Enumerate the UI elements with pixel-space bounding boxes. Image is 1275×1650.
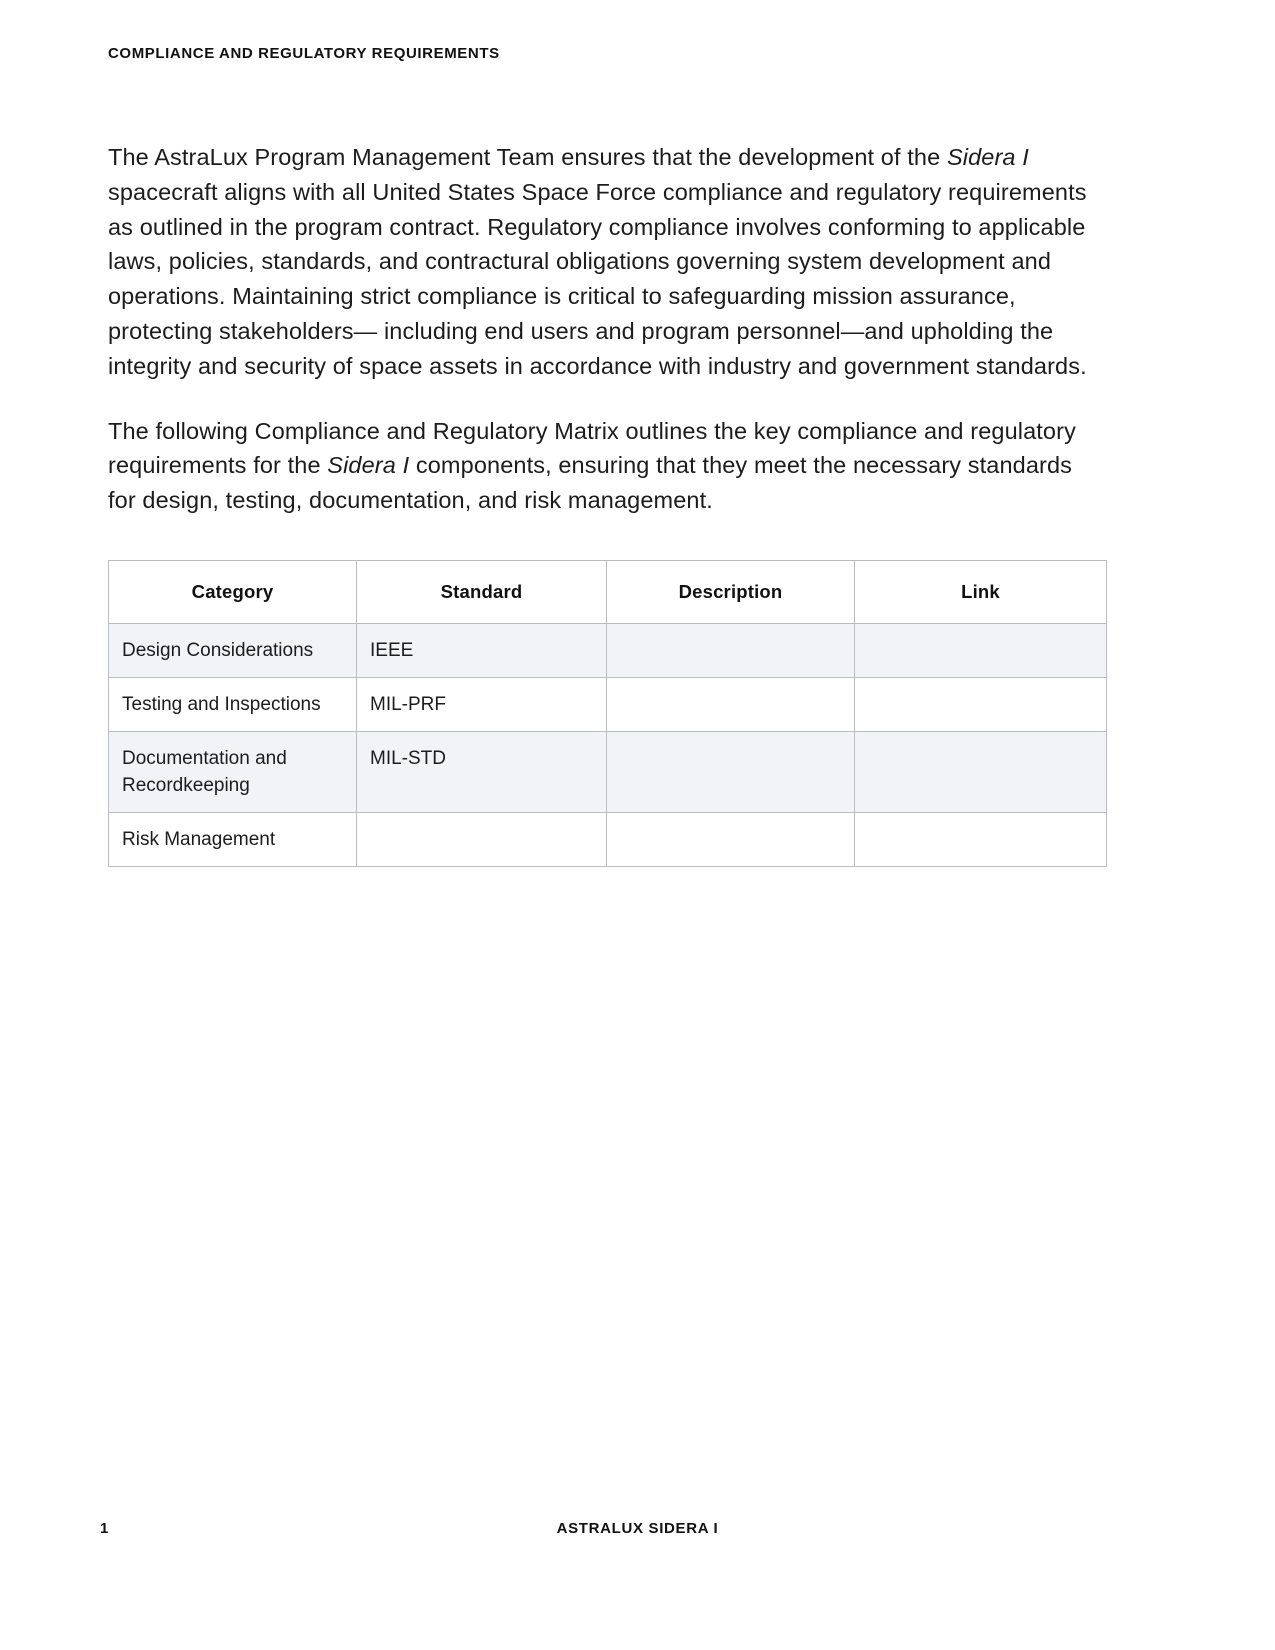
table-header-row [109,560,1107,623]
cell-description [607,812,855,866]
footer-page-number: 1 [100,1520,109,1537]
paragraph-intro [108,140,1098,384]
paragraph-intro-text-2: spacecraft aligns with all United States Space Force compliance and regulatory requirements as outlined in the program contract. Regulatory compliance involves conforming to applicable laws, policies, standards, and contractural obligations governing system development and operations. Maintaining strict compliance is critical to safeguarding mission assurance, protecting stakeholders— including end users and program personnel—and upholding the integrity and security of space assets in accordance with industry and government standards. [108,178,1087,379]
table-row [109,731,1107,812]
paragraph-intro-italic-craft-name: Sidera I [946,144,1029,170]
column-header-description: Description [607,560,855,623]
cell-description [607,623,855,677]
cell-category: Design Considerations [109,623,357,677]
column-header-standard: Standard [357,560,607,623]
cell-description [607,731,855,812]
cell-category: Risk Management [109,812,357,866]
cell-link [855,731,1107,812]
cell-link [855,812,1107,866]
document-body [108,140,1098,867]
running-footer [100,1520,1175,1542]
cell-category: Documentation and Recordkeeping [109,731,357,812]
cell-standard [357,812,607,866]
cell-standard: MIL-STD [357,731,607,812]
compliance-regulatory-matrix-table [108,560,1107,867]
table-body [109,623,1107,866]
cell-description [607,677,855,731]
column-header-category: Category [109,560,357,623]
cell-link [855,677,1107,731]
table-row [109,812,1107,866]
footer-document-title: ASTRALUX SIDERA I [556,1520,719,1537]
table-row [109,623,1107,677]
paragraph-matrix-italic-craft-name: Sidera I [327,452,410,479]
cell-standard: IEEE [357,623,607,677]
paragraph-intro-text-1: The AstraLux Program Management Team ensures that the development of the [108,144,947,170]
table-row [109,677,1107,731]
paragraph-matrix-lead-in [108,414,1098,518]
running-header: COMPLIANCE AND REGULATORY REQUIREMENTS [108,45,500,62]
cell-standard: MIL-PRF [357,677,607,731]
paragraph-matrix-text-1: The following Compliance and Regulatory Matrix outlines the key compliance and regulatory requirements for the [108,417,1076,479]
compliance-matrix-container [108,560,1098,867]
table-header [109,560,1107,623]
column-header-link: Link [855,560,1107,623]
paragraph-matrix-text-2: components, ensuring that they meet the necessary standards for design, testing, documentation, and risk management. [108,452,1073,514]
cell-link [855,623,1107,677]
cell-category: Testing and Inspections [109,677,357,731]
